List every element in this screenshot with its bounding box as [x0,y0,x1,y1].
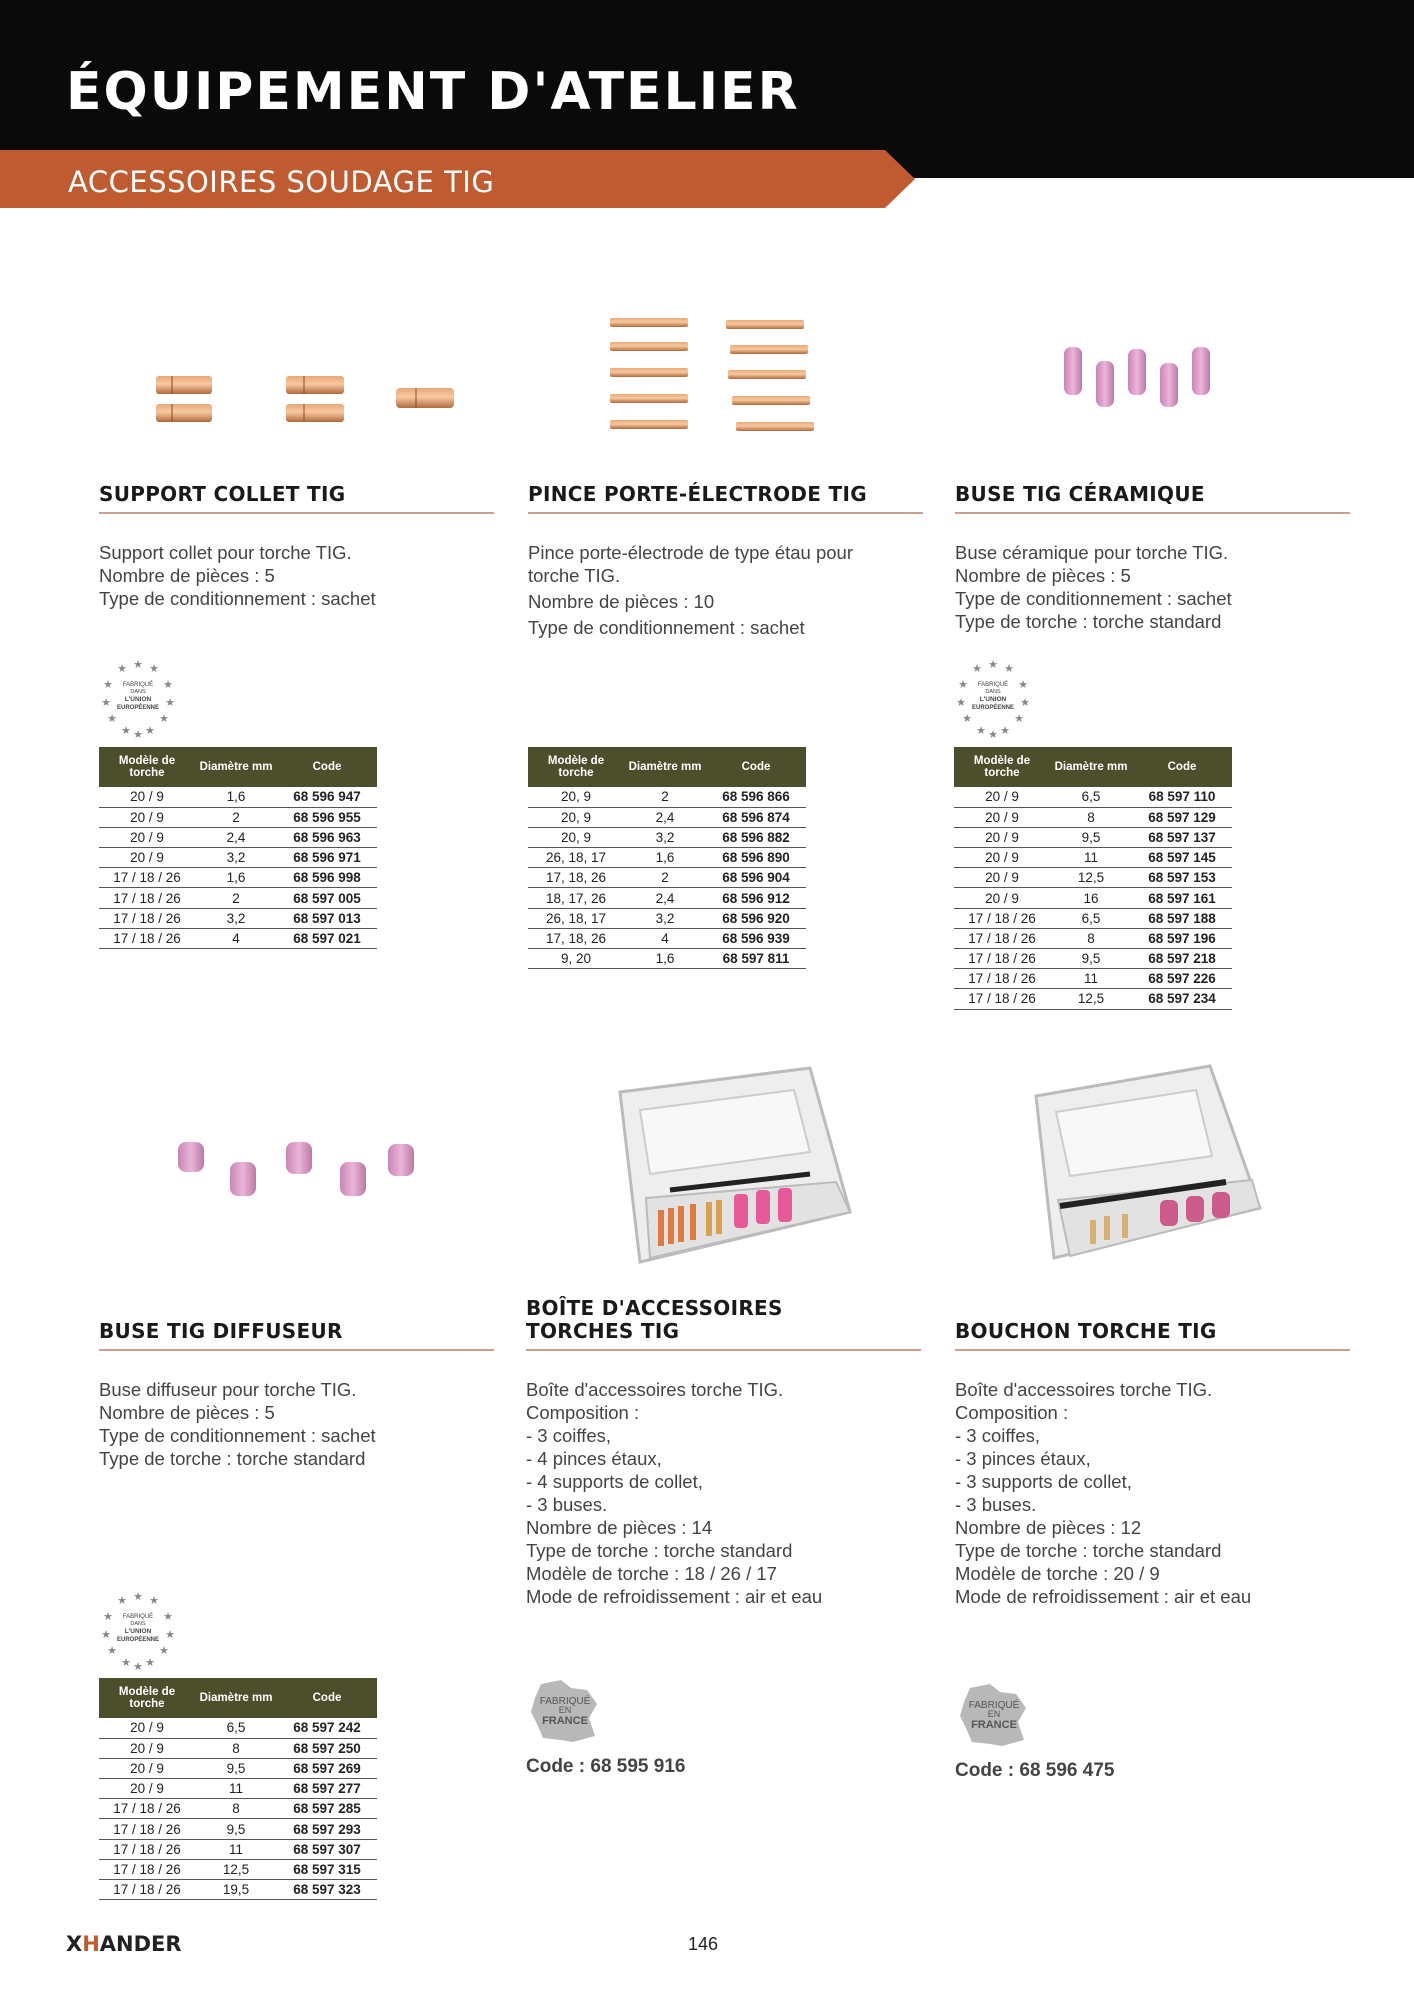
svg-text:★: ★ [121,1657,131,1669]
table-row: 20 / 9 11 68 597 277 [99,1779,377,1799]
product-title: BUSE TIG CÉRAMIQUE [955,483,1350,514]
page-number: 146 [688,1934,719,1954]
svg-text:★: ★ [1020,697,1030,709]
svg-text:EUROPÉENNE: EUROPÉENNE [116,705,160,711]
torch-cap-box-image [1030,1060,1270,1290]
table-row: 17 / 18 / 26 8 68 597 285 [99,1799,377,1819]
th-code: Code [277,1678,377,1718]
svg-text:★: ★ [101,1629,111,1641]
desc-line: Nombre de pièces : 12 [955,1517,1142,1538]
table-row: 18, 17, 26 2,4 68 596 912 [528,888,806,908]
svg-text:FABRIQUÉ: FABRIQUÉ [122,682,154,688]
svg-text:★: ★ [976,725,986,737]
product-title: SUPPORT COLLET TIG [99,483,494,514]
desc-line: Composition : [955,1402,1069,1423]
svg-text:EUROPÉENNE: EUROPÉENNE [116,1637,160,1643]
title-line: TORCHES TIG [526,1319,680,1343]
svg-text:EUROPÉENNE: EUROPÉENNE [971,705,1015,711]
table-row: 17 / 18 / 26 19,5 68 597 323 [99,1880,377,1900]
th-model: Modèle de torche [954,747,1050,787]
svg-text:★: ★ [163,679,173,691]
product-buse-diffuseur [99,1320,494,1470]
product-pince-porte-electrode [528,483,923,639]
table-row: 17 / 18 / 26 11 68 597 307 [99,1839,377,1859]
product-title: BOUCHON TORCHE TIG [955,1320,1350,1351]
desc-line: Support collet pour torche TIG. [99,542,352,563]
th-diameter: Diamètre mm [195,747,277,787]
product-code: Code : 68 595 916 [526,1756,686,1777]
desc-line: - 4 supports de collet, [526,1471,703,1492]
accessory-box-image [610,1062,860,1282]
table-row: 20 / 9 11 68 597 145 [954,848,1232,868]
desc-line: Boîte d'accessoires torche TIG. [526,1379,784,1400]
product-support-collet [99,483,494,610]
table-row: 17 / 18 / 26 2 68 597 005 [99,888,377,908]
table-row: 9, 20 1,6 68 597 811 [528,949,806,969]
svg-text:★: ★ [159,713,169,725]
product-description [99,541,494,610]
desc-line: Nombre de pièces : 14 [526,1517,713,1538]
svg-text:DANS: DANS [130,1621,146,1627]
svg-text:★: ★ [159,1645,169,1657]
product-description [526,1378,921,1608]
svg-text:L'UNION: L'UNION [979,696,1007,703]
table-row: 17 / 18 / 26 11 68 597 226 [954,969,1232,989]
table-row: 20 / 9 8 68 597 250 [99,1738,377,1758]
th-model: Modèle de torche [99,1678,195,1718]
table-row: 20 / 9 9,5 68 597 137 [954,827,1232,847]
brand-logo: XHANDER [66,1932,182,1956]
svg-text:★: ★ [163,1611,173,1623]
table-row: 20 / 9 12,5 68 597 153 [954,868,1232,888]
desc-line: - 3 coiffes, [955,1425,1041,1446]
svg-text:★: ★ [972,663,982,675]
svg-text:FABRIQUÉ: FABRIQUÉ [968,1700,1020,1711]
desc-line: Type de torche : torche standard [955,1540,1222,1561]
table-row: 17 / 18 / 26 9,5 68 597 293 [99,1819,377,1839]
svg-text:★: ★ [149,1595,159,1607]
product-description [528,541,923,639]
table-row: 26, 18, 17 1,6 68 596 890 [528,848,806,868]
table-row: 17 / 18 / 26 4 68 597 021 [99,928,377,948]
title-line: BOÎTE D'ACCESSOIRES [526,1296,783,1320]
svg-text:FABRIQUÉ: FABRIQUÉ [977,682,1009,688]
spec-table-support-collet [99,747,377,949]
svg-text:FABRIQUÉ: FABRIQUÉ [122,1614,154,1620]
table-row: 17, 18, 26 4 68 596 939 [528,928,806,948]
desc-line: Mode de refroidissement : air et eau [955,1586,1252,1607]
desc-line: - 3 buses. [526,1494,608,1515]
desc-line: Modèle de torche : 20 / 9 [955,1563,1160,1584]
table-row: 17 / 18 / 26 6,5 68 597 188 [954,908,1232,928]
table-row: 20 / 9 6,5 68 597 242 [99,1718,377,1738]
desc-line: Type de torche : torche standard [99,1448,366,1469]
desc-line: Type de torche : torche standard [526,1540,793,1561]
svg-text:★: ★ [133,729,143,738]
table-row: 20, 9 2,4 68 596 874 [528,807,806,827]
spec-table-buse-diffuseur [99,1678,377,1900]
th-diameter: Diamètre mm [195,1678,277,1718]
desc-line: Composition : [526,1402,640,1423]
desc-line: Nombre de pièces : 5 [99,1402,275,1423]
spec-table-pince [528,747,806,969]
made-in-france-badge [956,1682,1030,1750]
desc-line: Boîte d'accessoires torche TIG. [955,1379,1213,1400]
desc-line: Modèle de torche : 18 / 26 / 17 [526,1563,777,1584]
table-row: 20 / 9 1,6 68 596 947 [99,787,377,807]
svg-text:★: ★ [117,663,127,675]
desc-line: torche TIG. [528,565,621,586]
section-subtitle: ACCESSOIRES SOUDAGE TIG [68,165,495,199]
svg-text:★: ★ [145,725,155,737]
svg-text:★: ★ [165,697,175,709]
svg-text:FRANCE: FRANCE [542,1715,588,1727]
desc-line: Type de conditionnement : sachet [99,1425,376,1446]
table-row: 20 / 9 16 68 597 161 [954,888,1232,908]
desc-line: Mode de refroidissement : air et eau [526,1586,823,1607]
svg-text:★: ★ [121,725,131,737]
product-boite-accessoires [526,1297,921,1608]
table-row: 20 / 9 3,2 68 596 971 [99,848,377,868]
product-title: PINCE PORTE-ÉLECTRODE TIG [528,483,923,514]
desc-line: - 3 coiffes, [526,1425,612,1446]
table-row: 20 / 9 8 68 597 129 [954,807,1232,827]
product-description [955,1378,1350,1608]
svg-text:★: ★ [1000,725,1010,737]
svg-text:★: ★ [133,1591,143,1603]
table-row: 17 / 18 / 26 9,5 68 597 218 [954,949,1232,969]
table-row: 17, 18, 26 2 68 596 904 [528,868,806,888]
diffuser-nozzle-image [150,1120,440,1230]
table-row: 20, 9 3,2 68 596 882 [528,827,806,847]
table-row: 17 / 18 / 26 12,5 68 597 315 [99,1859,377,1879]
desc-line: Nombre de pièces : 5 [99,565,275,586]
desc-line: - 3 buses. [955,1494,1037,1515]
svg-text:★: ★ [962,713,972,725]
product-description [99,1378,494,1470]
product-bouchon-torche [955,1320,1350,1608]
desc-line: - 3 pinces étaux, [955,1448,1091,1469]
desc-line: Type de conditionnement : sachet [955,588,1232,609]
svg-text:★: ★ [988,729,998,738]
svg-text:FABRIQUÉ: FABRIQUÉ [539,1696,591,1707]
made-in-eu-badge [98,658,178,738]
svg-text:L'UNION: L'UNION [124,696,152,703]
svg-text:★: ★ [107,713,117,725]
svg-text:DANS: DANS [130,689,146,695]
desc-line: - 4 pinces étaux, [526,1448,662,1469]
th-code: Code [277,747,377,787]
svg-text:★: ★ [1014,713,1024,725]
svg-text:★: ★ [117,1595,127,1607]
svg-text:FRANCE: FRANCE [971,1719,1017,1731]
desc-line: Buse diffuseur pour torche TIG. [99,1379,357,1400]
svg-text:★: ★ [145,1657,155,1669]
desc-line: Type de torche : torche standard [955,611,1222,632]
svg-text:★: ★ [103,1611,113,1623]
desc-line: Nombre de pièces : 5 [955,565,1131,586]
desc-line: Buse céramique pour torche TIG. [955,542,1229,563]
product-title [526,1297,921,1351]
desc-line: Type de conditionnement : sachet [528,617,805,638]
svg-text:DANS: DANS [985,689,1001,695]
made-in-france-badge [527,1678,601,1746]
svg-text:★: ★ [1018,679,1028,691]
th-diameter: Diamètre mm [624,747,706,787]
page-title: ÉQUIPEMENT D'ATELIER [66,62,800,122]
made-in-eu-badge [98,1590,178,1670]
ceramic-nozzle-image [1030,325,1250,435]
th-code: Code [1132,747,1232,787]
product-buse-ceramique [955,483,1350,633]
svg-text:★: ★ [101,697,111,709]
table-row: 17 / 18 / 26 1,6 68 596 998 [99,868,377,888]
th-diameter: Diamètre mm [1050,747,1132,787]
table-row: 20 / 9 9,5 68 597 269 [99,1758,377,1778]
svg-text:★: ★ [165,1629,175,1641]
svg-text:★: ★ [133,1661,143,1670]
svg-text:EN: EN [558,1705,572,1715]
svg-text:★: ★ [958,679,968,691]
svg-text:★: ★ [956,697,966,709]
svg-text:★: ★ [988,659,998,671]
th-model: Modèle de torche [99,747,195,787]
made-in-eu-badge [953,658,1033,738]
table-row: 17 / 18 / 26 8 68 597 196 [954,928,1232,948]
svg-text:L'UNION: L'UNION [124,1628,152,1635]
table-row: 20 / 9 6,5 68 597 110 [954,787,1232,807]
table-row: 17 / 18 / 26 3,2 68 597 013 [99,908,377,928]
table-row: 20, 9 2 68 596 866 [528,787,806,807]
desc-line: - 3 supports de collet, [955,1471,1132,1492]
table-row: 20 / 9 2,4 68 596 963 [99,827,377,847]
product-description [955,541,1350,633]
table-row: 26, 18, 17 3,2 68 596 920 [528,908,806,928]
svg-text:EN: EN [987,1709,1001,1719]
svg-text:★: ★ [107,1645,117,1657]
table-row: 20 / 9 2 68 596 955 [99,807,377,827]
th-model: Modèle de torche [528,747,624,787]
svg-text:★: ★ [133,659,143,671]
svg-text:★: ★ [149,663,159,675]
table-row: 17 / 18 / 26 12,5 68 597 234 [954,989,1232,1009]
svg-text:★: ★ [103,679,113,691]
th-code: Code [706,747,806,787]
electrode-holder-image [590,300,850,450]
desc-line: Nombre de pièces : 10 [528,591,715,612]
desc-line: Type de conditionnement : sachet [99,588,376,609]
svg-text:★: ★ [1004,663,1014,675]
desc-line: Pince porte-électrode de type étau pour [528,542,853,563]
product-title: BUSE TIG DIFFUSEUR [99,1320,494,1351]
product-code: Code : 68 596 475 [955,1760,1115,1781]
collet-support-image [120,350,470,460]
spec-table-buse-ceramique [954,747,1232,1010]
